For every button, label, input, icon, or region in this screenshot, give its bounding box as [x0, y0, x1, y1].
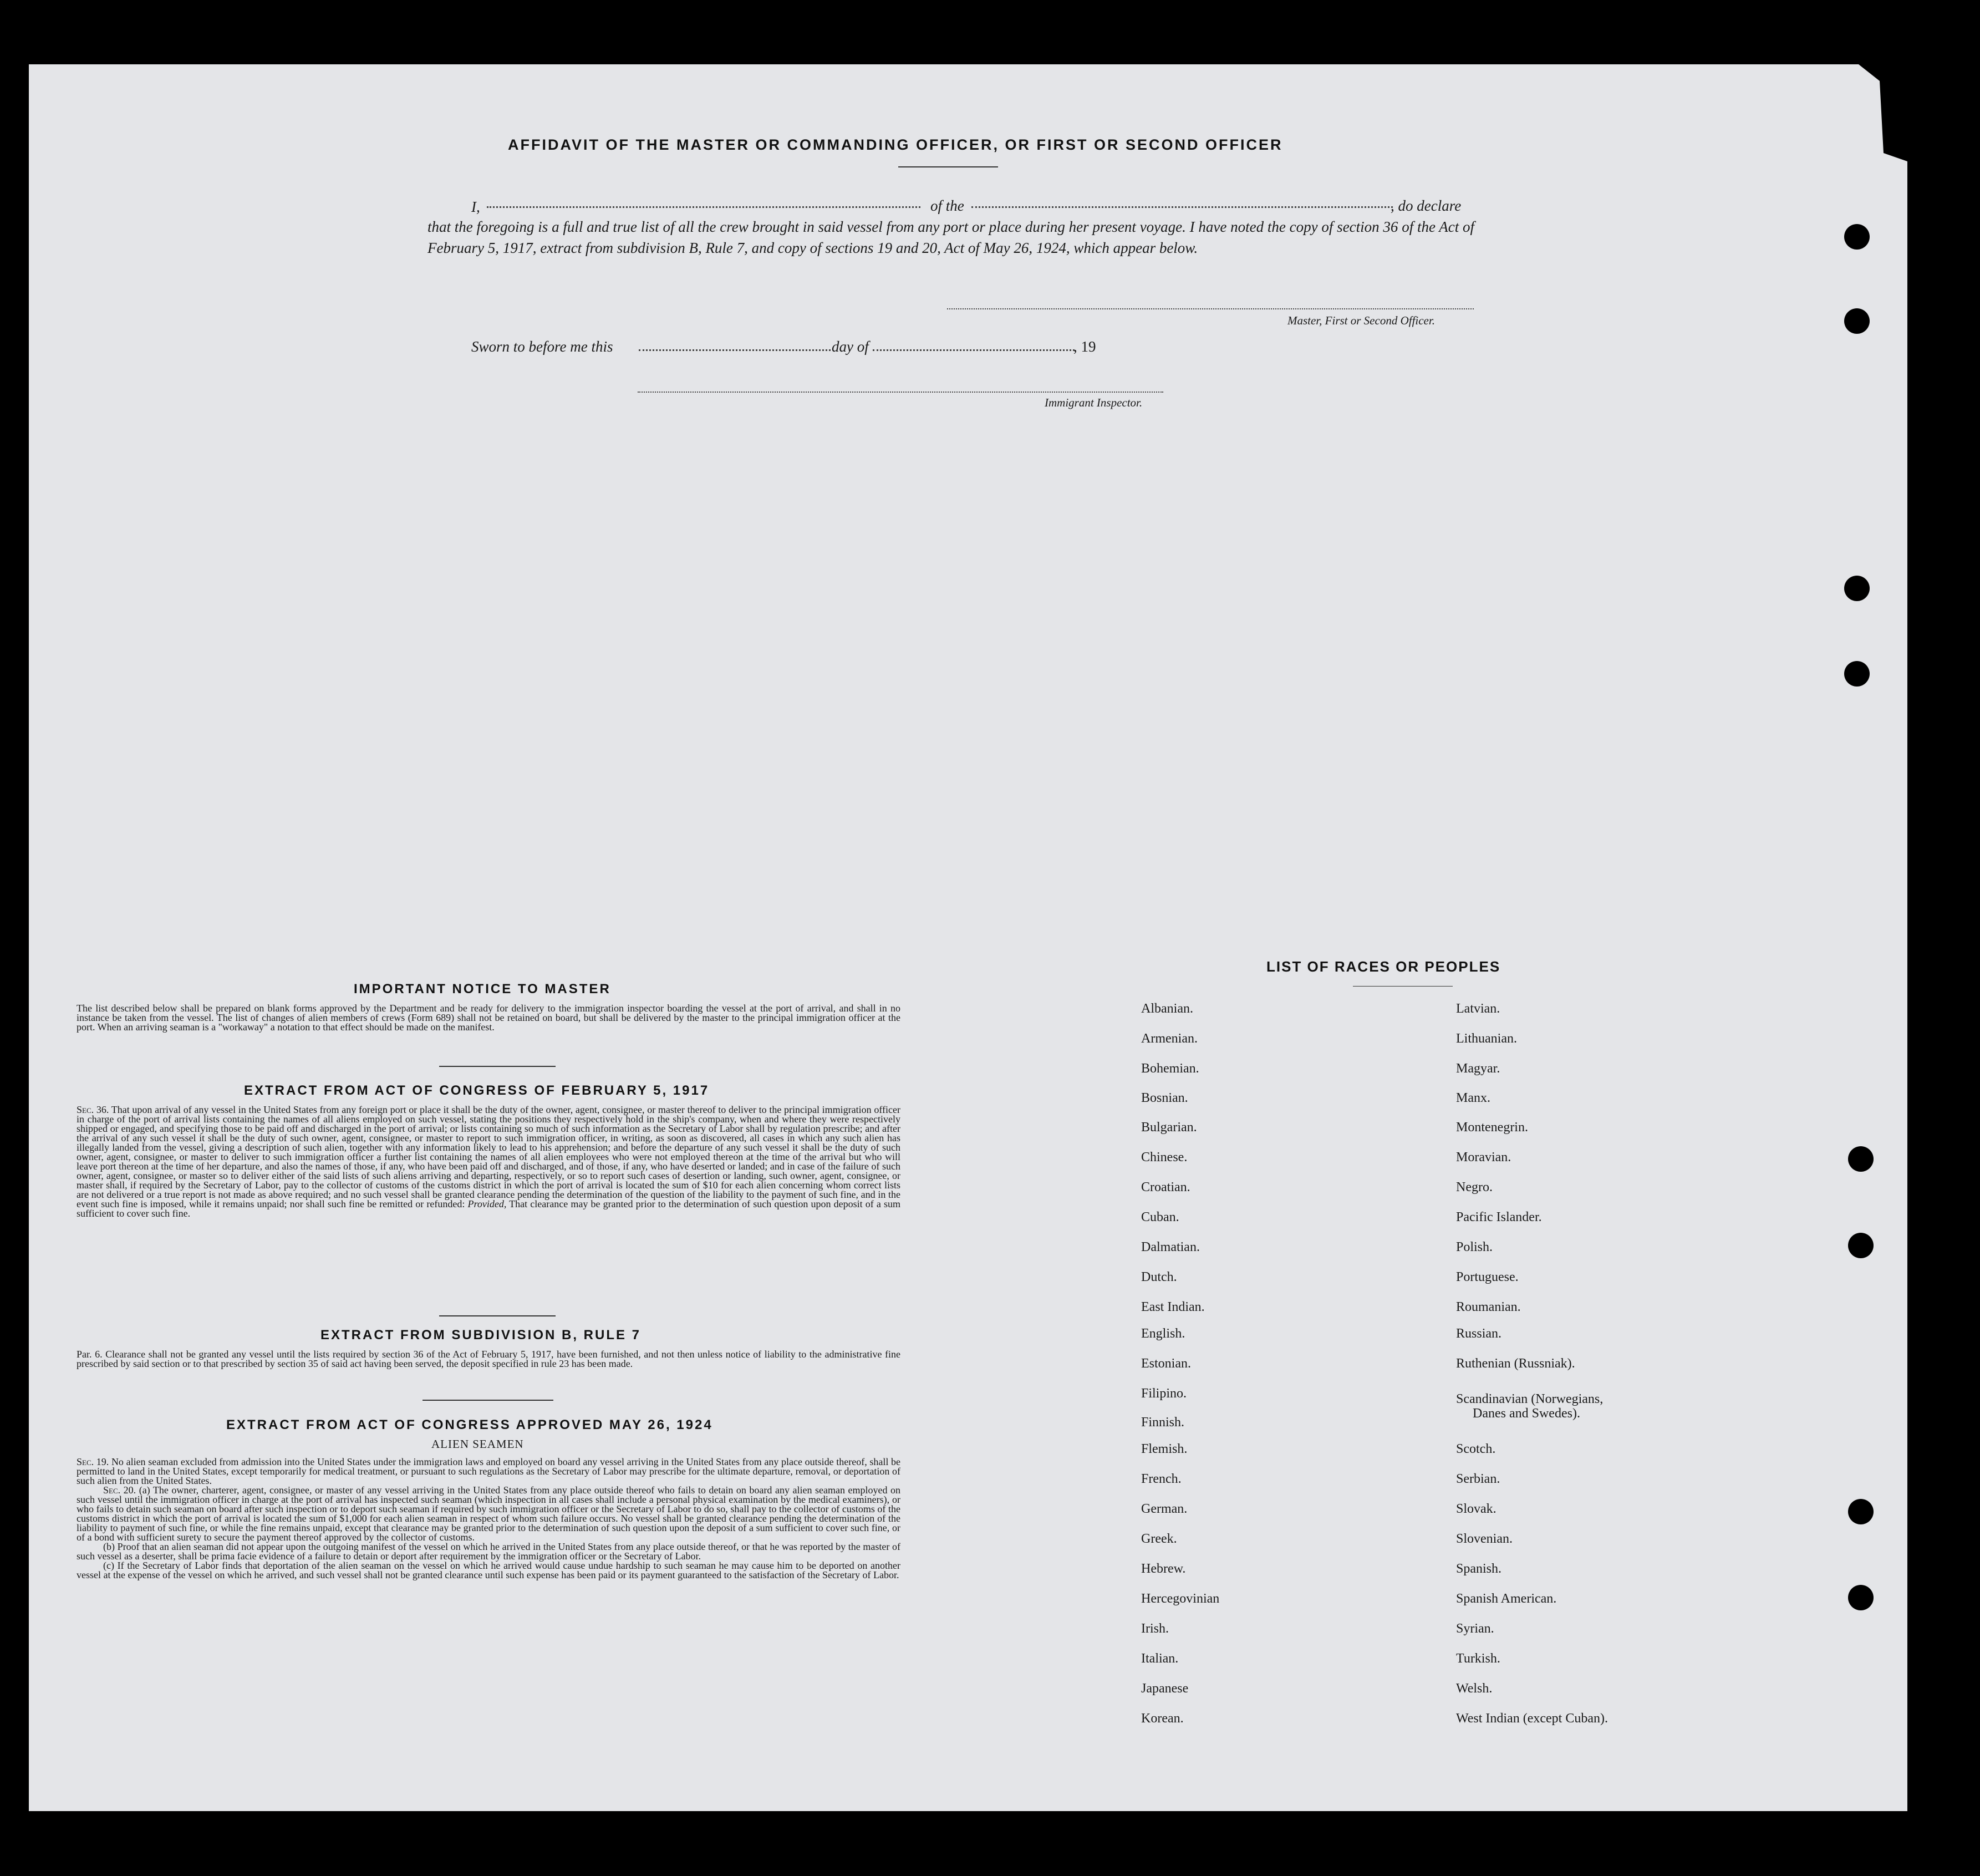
race-item: Turkish.: [1456, 1651, 1500, 1666]
rule7-title: EXTRACT FROM SUBDIVISION B, RULE 7: [320, 1328, 642, 1343]
race-item: Syrian.: [1456, 1621, 1494, 1636]
sec-20a-text: (a) The owner, charterer, agent, consignee, or master of any vessel arriving in the United States from any place outside thereof who fails to detain on board any alien seaman employed on such vessel until the immigration officer in charge at the port of arrival has inspected such seaman (which inspection in all cases shall include a personal physical examination by the medical examiners), or who fails to detain such seaman on board after such inspection or to deport such seaman if required by such immigration officer or the Secretary of Labor to do so, shall pay to the collector of customs of the customs district in which the port of arrival is located the sum of $1,000 for each alien seaman in respect of whom such failure occurs. No vessel shall be granted clearance pending the determination of the liability to payment of such fine, or while the fine remains unpaid, except that clearance may be granted prior to the determination of such question upon the deposit of a sum sufficient to cover such fine, or of a bond with sufficient surety to secure the payment thereof approved by the collector of customs.: [77, 1484, 901, 1543]
race-item: Hercegovinian: [1141, 1592, 1220, 1606]
race-item: Croatian.: [1141, 1180, 1190, 1194]
declarant-name-field[interactable]: [487, 206, 920, 208]
races-title: LIST OF RACES OR PEOPLES: [1266, 958, 1501, 975]
sec-19-text: No alien seaman excluded from admission into the United States under the immigration laws and employed on board any vessel arriving in the United States from any place outside thereof, shall be permitted to land in the United States, except temporarily for medical treatment, or pursuant to such regulations as the Secretary of Labor may prescribe for the ultimate departure, removal, or deportation of such alien from the United States.: [77, 1456, 901, 1486]
race-item: German.: [1141, 1502, 1188, 1516]
race-item: Pacific Islander.: [1456, 1210, 1542, 1224]
race-item: Latvian.: [1456, 1001, 1500, 1016]
divider-1: [439, 1066, 556, 1067]
binder-hole-8: [1848, 1585, 1874, 1610]
race-item: Polish.: [1456, 1240, 1493, 1254]
sec-20b-text: (b) Proof that an alien seaman did not appear upon the outgoing manifest of the vessel on which he arrived in the United States from any place outside thereof, or that he was reported by the master of such vessel as a deserter, shall be prima facie evidence of a failure to detain or deport after requirement by the immigration officer or the Secretary of Labor.: [77, 1541, 900, 1562]
binder-hole-6: [1848, 1233, 1874, 1258]
extract-1917-text: [77, 1105, 900, 1218]
binder-hole-7: [1848, 1499, 1874, 1524]
binder-hole-4: [1844, 661, 1870, 687]
vessel-name-field[interactable]: [971, 206, 1393, 208]
race-item: Magyar.: [1456, 1061, 1500, 1076]
race-item: Filipino.: [1141, 1386, 1187, 1401]
race-item: Hebrew.: [1141, 1562, 1186, 1576]
race-item: Serbian.: [1456, 1472, 1500, 1486]
affidavit-title-rule: [898, 166, 998, 167]
year-prefix-label: , 19: [1073, 338, 1096, 355]
proviso-text: That clearance may be granted prior to the determination of such question upon deposit of a sum sufficient to cover such fine.: [77, 1198, 901, 1219]
notice-text: The list described below shall be prepared on blank forms approved by the Department and be ready for delivery to the immigration inspector boarding the vessel at the port of arrival, and shall in no instance be taken from the vessel. The list of changes of alien members of crews (Form 689) shall not be retained on board, but shall be delivered by the master to the principal immigration officer at the port. When an arriving seaman is a "workaway" a notation to that effect should be made on the manifest.: [77, 1003, 900, 1033]
master-signature-label: Master, First or Second Officer.: [1287, 314, 1435, 327]
alien-seamen-subtitle: ALIEN SEAMEN: [431, 1437, 524, 1451]
race-item: Danes and Swedes).: [1473, 1406, 1580, 1421]
affidavit-body: that the foregoing is a full and true list of all the crew brought in said vessel from any port or place during her present voyage. I have noted the copy of section 36 of the Act of February 5, 1917, extract from subdivision B, Rule 7, and copy of sections 19 and 20, Act of May 26, 1924, which appear below.: [427, 218, 1474, 256]
race-item: Montenegrin.: [1456, 1120, 1528, 1135]
binder-hole-1: [1844, 224, 1870, 250]
race-item: Spanish.: [1456, 1562, 1502, 1576]
race-item: Scotch.: [1456, 1442, 1496, 1456]
rule7-text: Par. 6. Clearance shall not be granted any vessel until the lists required by section 36 of the Act of February 5, 1917, have been furnished, and not then unless notice of liability to the administrative fine prescribed by said section or to that prescribed by section 35 of said act having been served, the deposit specified in rule 23 has been made.: [77, 1349, 900, 1369]
sec-20c-text: (c) If the Secretary of Labor finds that deportation of the alien seaman on the vessel on which he arrived would cause undue hardship to such seaman he may cause him to be deported on another vessel at the expense of the vessel on which he arrived, and such vessel shall not be granted clearance until such expense has been paid or its payment guaranteed to the satisfaction of the Secretary of Labor.: [77, 1560, 900, 1580]
sec-36-label: Sec. 36.: [77, 1104, 109, 1115]
inspector-label: Immigrant Inspector.: [1045, 396, 1143, 409]
race-item: Cuban.: [1141, 1210, 1179, 1224]
proviso-label: Provided,: [467, 1198, 507, 1209]
race-item: Bosnian.: [1141, 1091, 1188, 1105]
race-item: Russian.: [1456, 1326, 1502, 1341]
race-item: Albanian.: [1141, 1001, 1193, 1016]
race-item: Manx.: [1456, 1091, 1490, 1105]
master-signature-field[interactable]: [947, 308, 1474, 309]
race-item: Slovak.: [1456, 1502, 1497, 1516]
race-item: Bohemian.: [1141, 1061, 1199, 1076]
race-item: Irish.: [1141, 1621, 1169, 1636]
sec-20-label: Sec. 20.: [103, 1484, 136, 1496]
race-item: Bulgarian.: [1141, 1120, 1197, 1135]
affidavit-title: AFFIDAVIT OF THE MASTER OR COMMANDING OFFICER, OR FIRST OR SECOND OFFICER: [508, 136, 1283, 153]
race-item: Lithuanian.: [1456, 1031, 1517, 1046]
do-declare-label: , do declare: [1391, 197, 1462, 214]
race-item: Estonian.: [1141, 1356, 1191, 1371]
race-item: Korean.: [1141, 1711, 1184, 1726]
notice-title: IMPORTANT NOTICE TO MASTER: [354, 982, 611, 997]
race-item: Chinese.: [1141, 1150, 1188, 1165]
sworn-day-field[interactable]: [639, 349, 831, 351]
race-item: West Indian (except Cuban).: [1456, 1711, 1608, 1726]
race-item: Dalmatian.: [1141, 1240, 1200, 1254]
race-item: Slovenian.: [1456, 1532, 1513, 1546]
race-item: Dutch.: [1141, 1270, 1177, 1284]
race-item: Moravian.: [1456, 1150, 1511, 1165]
race-item: Armenian.: [1141, 1031, 1198, 1046]
race-item: Italian.: [1141, 1651, 1179, 1666]
race-item: Greek.: [1141, 1532, 1177, 1546]
race-item: French.: [1141, 1472, 1182, 1486]
day-of-label: day of: [832, 338, 869, 355]
race-item: Welsh.: [1456, 1681, 1493, 1696]
sec-19-label: Sec. 19.: [77, 1456, 109, 1467]
race-item: Roumanian.: [1456, 1300, 1521, 1314]
sec-36-text: That upon arrival of any vessel in the United States from any foreign port or place it shall be the duty of the owner, agent, consignee, or master thereof to deliver to the principal immigration officer in charge of the port of arrival lists containing the names of all aliens employed on such vessel, stating the positions they respectively hold in the ship's company, when and where they were respectively shipped or engaged, and specifying those to be paid off and discharged in the port of arrival; or lists containing so much of such information as the Secretary of Labor shall by regulation prescribe; and after the arrival of any such vessel it shall be the duty of such owner, agent, consignee, or master to report to such immigration officer, in writing, as soon as discovered, all cases in which any such alien has illegally landed from the vessel, giving a description of such alien, together with any information likely to lead to his apprehension; and before the departure of any such vessel it shall be the duty of such owner, agent, consignee, or master to deliver to such immigration officer a further list containing the names of all alien employees who were not employed thereon at the time of the arrival but who will leave port thereon at the time of her departure, and also the names of those, if any, who have been paid off and discharged, and of those, if any, who have deserted or landed; and in case of the failure of such owner, agent, consignee, or master so to deliver either of the said lists of such aliens arriving and departing, respectively, or so to report such cases of desertion or landing, such owner, agent, consignee, or master shall, if required by the Secretary of Labor, pay to the collector of customs of the customs district in which the port of arrival is located the sum of $10 for each alien concerning whom correct lists are not delivered or a true report is not made as above required; and no such vessel shall be granted clearance pending the determination of the question of the liability to the payment of such fine, and in the event such fine is imposed, while it remains unpaid; nor shall such fine be remitted or refunded:: [77, 1104, 900, 1209]
sworn-label: Sworn to before me this: [471, 338, 613, 355]
race-item: Finnish.: [1141, 1415, 1185, 1430]
race-item: East Indian.: [1141, 1300, 1205, 1314]
extract-1924-text: [77, 1457, 900, 1580]
divider-2: [439, 1315, 556, 1316]
binder-hole-2: [1844, 308, 1870, 334]
extract-1924-title: EXTRACT FROM ACT OF CONGRESS APPROVED MAY 26, 1924: [226, 1417, 713, 1432]
declarant-prefix: I,: [471, 199, 480, 215]
race-item: English.: [1141, 1326, 1185, 1341]
race-item: Ruthenian (Russniak).: [1456, 1356, 1575, 1371]
race-item: Negro.: [1456, 1180, 1493, 1194]
race-item: Flemish.: [1141, 1442, 1188, 1456]
extract-1917-title: EXTRACT FROM ACT OF CONGRESS OF FEBRUARY 5, 1917: [244, 1083, 710, 1098]
race-item: Japanese: [1141, 1681, 1189, 1696]
of-the-label: of the: [930, 197, 964, 214]
race-item: Spanish American.: [1456, 1592, 1557, 1606]
race-item: Portuguese.: [1456, 1270, 1519, 1284]
binder-hole-3: [1844, 576, 1870, 601]
races-title-rule: [1353, 986, 1453, 987]
race-item: Scandinavian (Norwegians,: [1456, 1392, 1604, 1406]
inspector-signature-field[interactable]: [638, 392, 1163, 393]
binder-hole-5: [1848, 1146, 1874, 1172]
divider-3: [423, 1400, 553, 1401]
sworn-month-field[interactable]: [873, 349, 1075, 351]
